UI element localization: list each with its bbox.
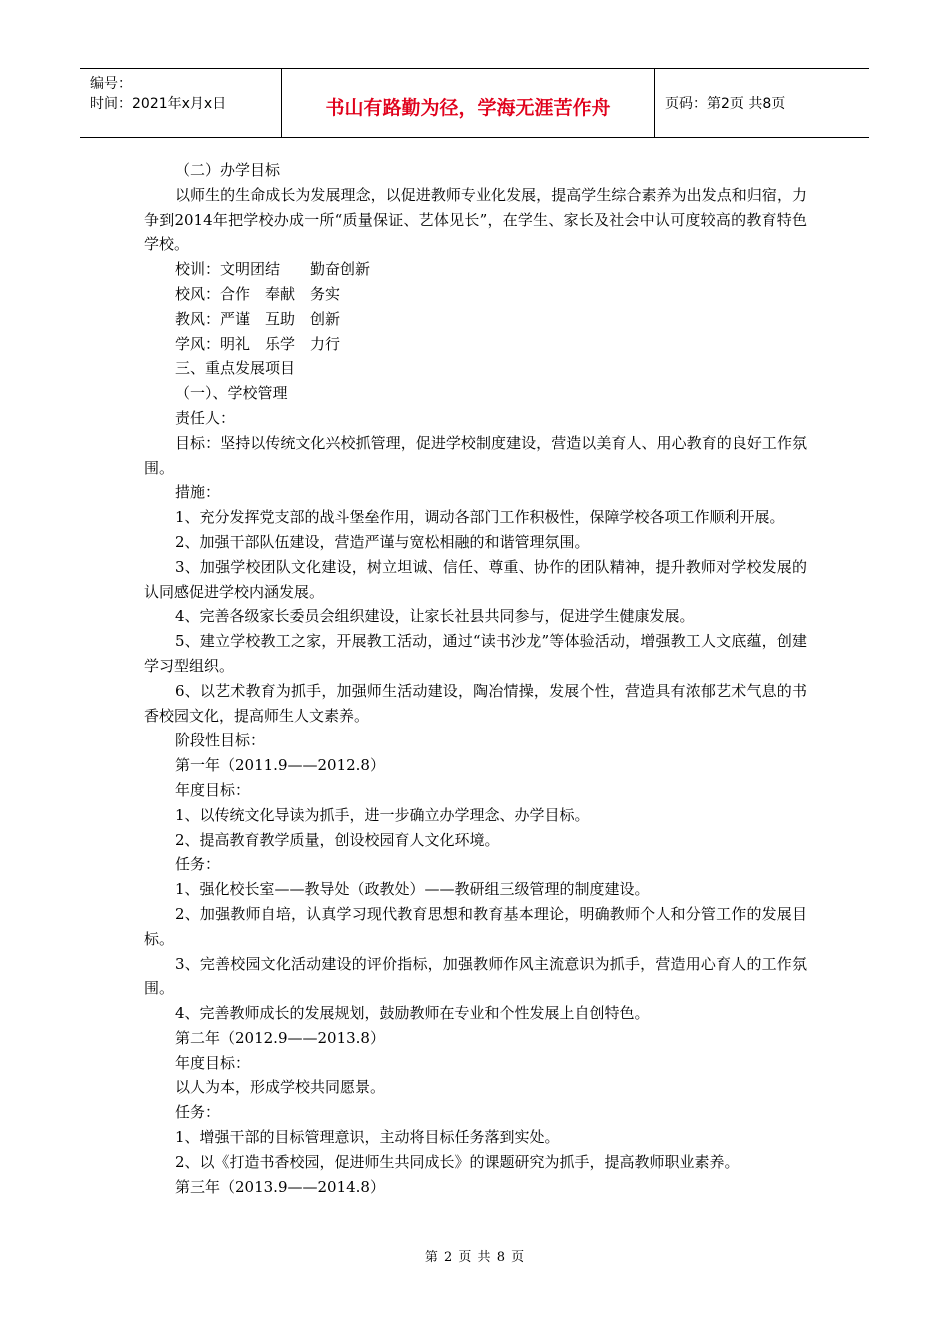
- body-paragraph: 以人为本，形成学校共同愿景。: [175, 1078, 386, 1097]
- body-paragraph: 校风：合作 奉献 务实: [175, 284, 341, 303]
- document-body: [144, 158, 807, 1199]
- page-footer: 第 2 页 共 8 页: [424, 1250, 526, 1265]
- body-paragraph: （一）、学校管理: [175, 384, 288, 403]
- body-paragraph: 2、以《打造书香校园，促进师生共同成长》的课题研究为抓手，提高教师职业素养。: [175, 1152, 740, 1171]
- body-paragraph: 1、充分发挥党支部的战斗堡垒作用，调动各部门工作积极性，保障学校各项工作顺利开展。: [175, 508, 785, 527]
- body-paragraph: 1、强化校长室——教导处（政教处）——教研组三级管理的制度建设。: [175, 880, 650, 899]
- header-page-info: 页码：第2页 共8页: [665, 96, 786, 112]
- body-paragraph: 1、增强干部的目标管理意识，主动将目标任务落到实处。: [175, 1128, 560, 1147]
- body-paragraph: 2、加强干部队伍建设，营造严谨与宽松相融的和谐管理氛围。: [175, 532, 590, 551]
- body-paragraph: 三、重点发展项目: [175, 359, 296, 378]
- header-meta-cell: [80, 69, 282, 137]
- body-paragraph: 校训：文明团结 勤奋创新: [175, 260, 371, 279]
- body-paragraph: 2、提高教育教学质量，创设校园育人文化环境。: [175, 830, 500, 849]
- header-page-cell: [655, 69, 869, 137]
- page-header: [80, 68, 869, 138]
- body-paragraph: 5、建立学校教工之家，开展教工活动，通过“读书沙龙”等体验活动，增强教工人文底蕴，创建学习型组织。: [144, 632, 807, 675]
- body-paragraph: 1、以传统文化导读为抓手，进一步确立办学理念、办学目标。: [175, 805, 590, 824]
- document-number-label: 编号：: [90, 76, 132, 92]
- body-paragraph: 学风：明礼 乐学 力行: [175, 334, 341, 353]
- body-paragraph: 4、完善教师成长的发展规划，鼓励教师在专业和个性发展上自创特色。: [175, 1004, 650, 1023]
- body-paragraph: 目标：坚持以传统文化兴校抓管理，促进学校制度建设，营造以美育人、用心教育的良好工作氛围。: [144, 433, 807, 477]
- body-paragraph: 4、完善各级家长委员会组织建设，让家长社县共同参与，促进学生健康发展。: [175, 607, 695, 626]
- body-paragraph: 任务：: [175, 1103, 221, 1122]
- body-paragraph: 任务：: [175, 855, 221, 874]
- document-date: 时间：2021年x月x日: [90, 96, 227, 112]
- body-paragraph: 第三年（2013.9——2014.8）: [175, 1177, 385, 1196]
- body-paragraph: 第二年（2012.9——2013.8）: [175, 1028, 385, 1047]
- body-paragraph: 3、加强学校团队文化建设，树立坦诚、信任、尊重、协作的团队精神，提升教师对学校发展的认同感促进学校内涵发展。: [144, 557, 807, 601]
- body-paragraph: （二）办学目标: [175, 161, 281, 179]
- body-paragraph: 教风：严谨 互助 创新: [175, 309, 341, 328]
- body-paragraph: 2、加强教师自培，认真学习现代教育思想和教育基本理论，明确教师个人和分管工作的发展目标。: [144, 904, 807, 948]
- body-paragraph: 责任人：: [175, 408, 236, 427]
- body-paragraph: 年度目标：: [175, 1053, 251, 1072]
- body-paragraph: 以师生的生命成长为发展理念，以促进教师专业化发展，提高学生综合素养为出发点和归宿，力争到2014年把学校办成一所“质量保证、艺体见长”，在学生、家长及社会中认可度较高的教育特色学校。: [144, 185, 807, 254]
- body-paragraph: 3、完善校园文化活动建设的评价指标，加强教师作风主流意识为抓手，营造用心育人的工作氛围。: [144, 954, 807, 998]
- body-paragraph: 年度目标：: [175, 780, 251, 799]
- body-paragraph: 阶段性目标：: [175, 731, 266, 750]
- body-paragraph: 措施：: [175, 483, 221, 502]
- header-motto-cell: [282, 69, 655, 137]
- header-motto: 书山有路勤为径，学海无涯苦作舟: [325, 97, 611, 119]
- body-paragraph: 第一年（2011.9——2012.8）: [175, 756, 385, 775]
- body-paragraph: 6、以艺术教育为抓手，加强师生活动建设，陶冶情操，发展个性，营造具有浓郁艺术气息的书香校园文化，提高师生人文素养。: [144, 681, 807, 725]
